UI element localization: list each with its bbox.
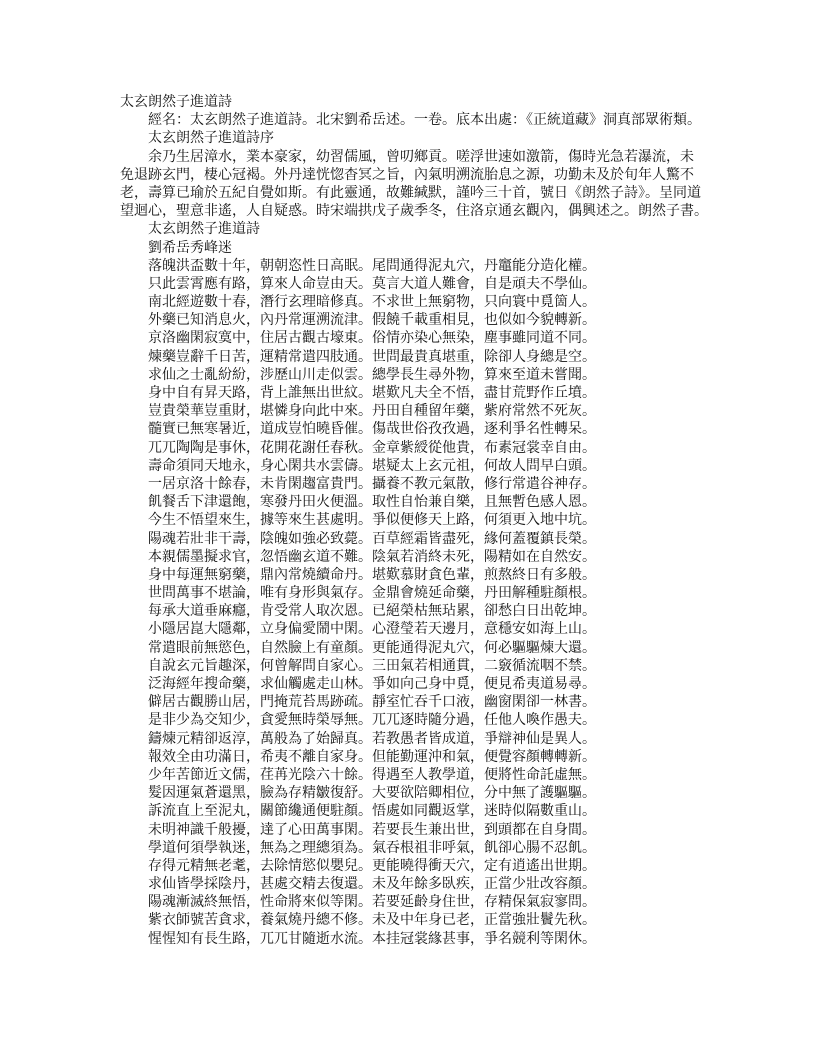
poem-line: 未明神識千般擾，達了心田萬事閑。若要長生兼出世，到頭都在自身間。 [148, 821, 596, 838]
poem-line: 常遣眼前無慾色，自然臉上有童顏。更能通得泥丸穴，何必驅驅煉大還。 [148, 639, 596, 656]
poem-line: 煉藥豈辭千日苦，運精常遣四肢通。世問最貴真堪重，除卻人身總是空。 [148, 348, 596, 365]
poem-line: 是非少為交知少，貪愛無時榮辱無。兀兀逐時隨分過，任他人喚作愚夫。 [148, 712, 596, 729]
preface-line: 望迴心，聖意非遙，人自疑惑。時宋端拱戊子歲季冬，住洛京通玄觀內，偶興述之。朗然子書。 [120, 203, 708, 220]
preface-section [120, 129, 708, 220]
poem-line: 鑄煉元精卻返淳，萬般為了始歸真。若教愚者皆成道，爭辯神仙是異人。 [148, 730, 596, 747]
poem-line: 兀兀陶陶是事休，花開花謝任春秋。金章紫綬從他貴，布素冠裳幸自由。 [148, 439, 596, 456]
poem-line: 求仙之士亂紛紛，涉歷山川走似雲。總學長生尋外物，算來至道未嘗聞。 [148, 366, 596, 383]
document-title: 太玄朗然子進道詩 [120, 94, 232, 110]
poem-line: 落魄洪盃數十年，朝朝恣性日高眠。尾問通得泥丸穴，丹竈能分造化權。 [148, 257, 596, 274]
poem-line: 學道何須學執迷，無為之理總須為。氣吞根祖非呼氣，飢卻心腸不忍飢。 [148, 839, 596, 856]
preface-line: 余乃生居漳水，業本豪家，幼習儒風，曾叨鄉貢。嗟浮世速如激箭，傷時光急若瀑流，未 [148, 148, 694, 165]
poem-line: 京洛幽閑寂寞中，住居古觀古壕東。俗情亦染心無染，塵事雖同道不同。 [148, 330, 596, 347]
poem-line: 陽魂若壯非干壽，陰魄如強必致薨。百草經霜皆盡死，緣何蓋覆鎮長榮。 [148, 530, 596, 547]
poem-author: 劉希岳秀峰迷 [148, 239, 232, 256]
poem-line: 只此雲霄應有路，算來人命豈由天。莫言大道人難會，自是頑夫不學仙。 [148, 275, 596, 292]
poem-line: 求仙皆學採陰丹，甚處交精去復還。未及年餘多臥疾，正當少壯改容顏。 [148, 876, 596, 893]
poem-line: 本親儒墨擬求官，忽悟幽玄道不難。陰氣若消終未死，陽精如在自然安。 [148, 548, 596, 565]
preface-line: 老，壽算已瑜於五紀自覺如斯。有此靈通，故難緘默，謹吟三十首，號日《朗然子詩》。呈同道 [120, 184, 701, 201]
poem-line: 僻居古觀勝山居，門掩荒苔馬跡疏。靜室忙吞千口液，幽窗閑卻一林書。 [148, 694, 596, 711]
poem-line: 世問萬事不堪論，唯有身形與氣存。金鼎會燒延命藥，丹田解種駐顏根。 [148, 585, 596, 602]
document-page [120, 93, 708, 948]
poem-line: 存得元精無老耄，去除情慾似嬰兒。更能曉得衝天穴，定有逍遙出世期。 [148, 857, 596, 874]
poem-section [120, 220, 700, 948]
poem-line: 外藥已知消息火，內丹常運溯流津。假饒千載重相見，也似如今貌轉新。 [148, 312, 596, 329]
poem-line: 自說玄元旨趣深，何曾解問自家心。三田氣若相通貫，二竅循流咽不禁。 [148, 657, 596, 674]
poem-line: 飢餐舌下津還飽，寒發丹田火便溫。取性自怡兼自樂，且無暫色感人恩。 [148, 494, 596, 511]
poem-line: 每承大道垂麻癮，肯受常人取次恩。已絕榮枯無玷累，卻愁白日出乾坤。 [148, 603, 596, 620]
poem-line: 今生不悟望來生，據等來生甚處明。爭似便修天上路，何須更入地中坑。 [148, 512, 596, 529]
poem-line: 惺惺知有長生路，兀兀甘隨逝水流。本挂冠裳緣甚事，爭名競利等閑休。 [148, 930, 596, 947]
poem-line: 南北經遊數十春，潛行玄理暗修真。不求世上無窮物，只向寰中覓箇人。 [148, 294, 596, 311]
poem-line: 訴流直上至泥丸，關節纔通便駐顏。悟處如同觀返掌，迷時似隔數重山。 [148, 803, 596, 820]
preface-heading: 太玄朗然子進道詩序 [148, 130, 274, 147]
poem-line: 紫衣師號苦貪求，養氣燒丹總不修。未及中年身已老，正當強壯鬢先秋。 [148, 912, 596, 929]
poem-line: 一居京洛十餘春，未肯閑趨富貴門。攝養不教元氣散，修行常遣谷神存。 [148, 475, 596, 492]
poem-line: 少年苦節近文儒，荏苒光陰六十餘。得遇至人教學道，便將性命託虛無。 [148, 766, 596, 783]
poem-line: 壽命須同天地永，身心閑共水雲儔。堪疑太上玄元祖，何故人問早白頭。 [148, 457, 596, 474]
poem-line: 報效全由功滿日，希夷不離自家身。但能勤運沖和氣，便覺容顏轉轉新。 [148, 748, 596, 765]
poem-line: 小隱居崑大隱鄰，立身偏愛鬧中閑。心澄瑩若天邊月，意穩安如海上山。 [148, 621, 596, 638]
poem-line: 身中每運無窮藥，鼎內常燒續命丹。堪歎慕財貪色輩，煎熬終日有多般。 [148, 566, 596, 583]
poem-line: 泛海經年搜命藥，求仙觸處走山林。爭如向己身中覓，便見希夷道易尋。 [148, 676, 596, 692]
poem-heading: 太玄朗然子進道詩 [148, 221, 260, 238]
poem-line: 髓實已無寒暑近，道成豈怕曉昏催。傷哉世俗孜孜過，逐利爭名性轉呆。 [148, 421, 596, 438]
poem-line: 髮因運氣蒼還黑，臉為存精皺復舒。大要欲陪卿相位，分中無了護驅驅。 [148, 785, 596, 802]
poem-line: 陽魂漸滅終無悟，性命將來似等閑。若要延齡身住世，存精保氣寂寥問。 [148, 894, 596, 911]
preface-line: 免退跡玄門，棲心冠褐。外丹達恍惚杳冥之旨，內氣明溯流胎息之源，功勤未及於旬年人驚不 [120, 166, 694, 183]
scripture-metadata: 經名：太玄朗然子進道詩。北宋劉希岳述。一卷。底本出處：《正統道藏》洞真部眾術類。 [148, 112, 701, 129]
poem-line: 身中自有昇天路，背上誰無出世紋。堪歎凡夫全不悟，盡甘荒野作丘墳。 [148, 385, 596, 401]
poem-line: 豈貴榮華豈重財，堪憐身向此中來。丹田自種留年藥，紫府常然不死灰。 [148, 403, 596, 420]
